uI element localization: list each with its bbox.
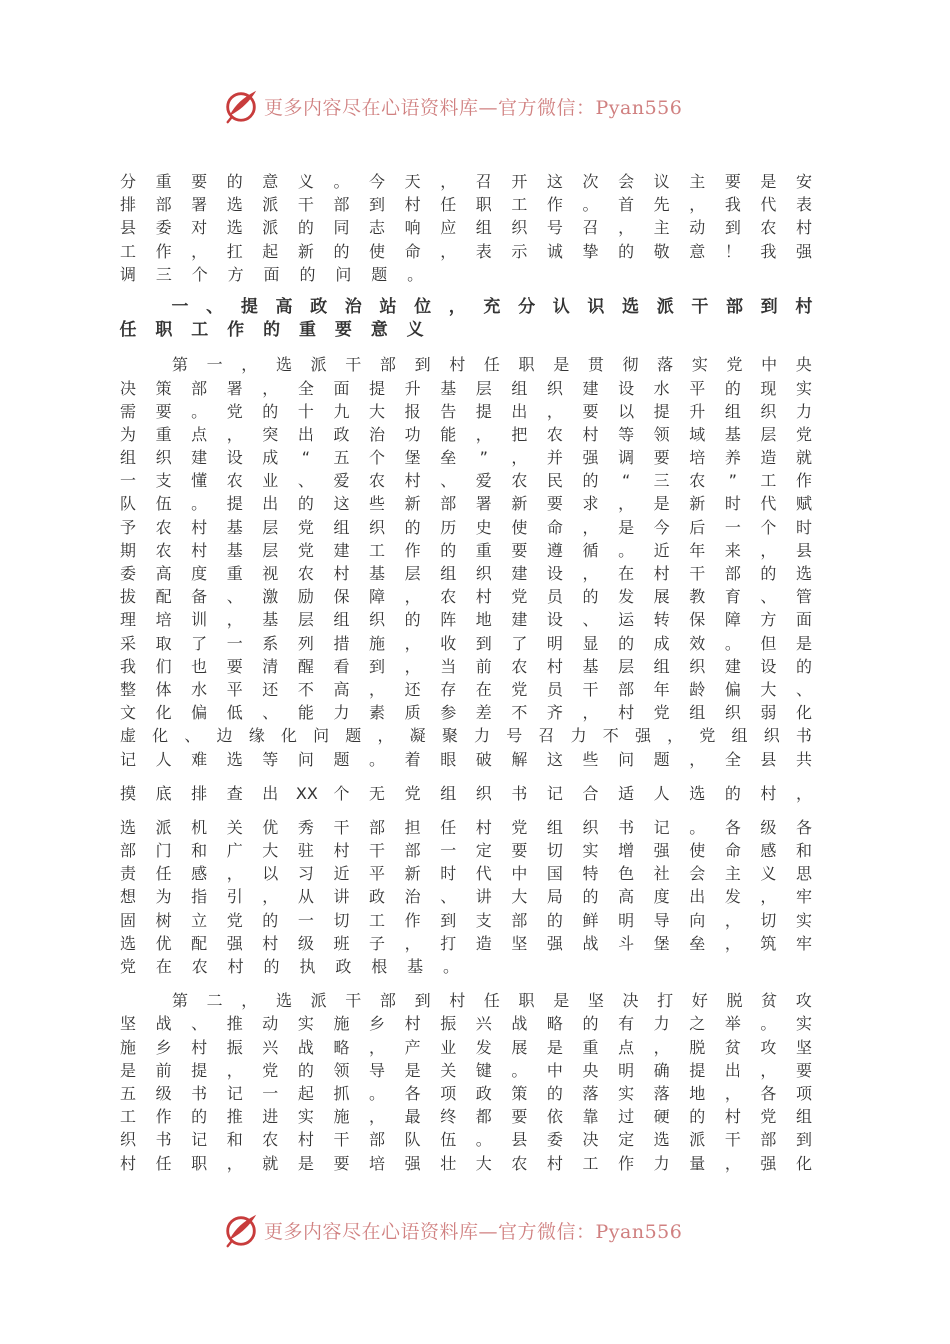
section-heading-line: 一 、 提 高 政 治 站 位 ， 充 分 认 识 选 派 干 部 到 村: [171, 296, 813, 317]
text-line: 是 前 提 ， 党 的 领 导 是 关 键 。 中 央 明 确 提 出 ， 要: [119, 1060, 812, 1080]
quill-logo-icon: [222, 87, 260, 125]
text-line: 分 重 要 的 意 义 。 今 天 ， 召 开 这 次 会 议 主 要 是 安: [119, 172, 812, 191]
text-line: 固 树 立 党 的 一 切 工 作 到 支 部 的 鲜 明 导 向 ， 切 实: [119, 910, 812, 930]
text-line: 县 委 对 选 派 的 同 志 响 应 组 织 号 召 ， 主 动 到 农 村: [119, 218, 812, 238]
document-body: [118, 170, 814, 1175]
text-line: 坚 战 、 推 动 实 施 乡 村 振 兴 战 略 的 有 力 之 举 。 实: [119, 1014, 812, 1034]
text-line: 需 要 。 党 的 十 九 大 报 告 提 出 ， 要 以 提 升 组 织 力: [119, 401, 812, 421]
text-line: 我 们 也 要 清 醒 看 到 ， 当 前 农 村 基 层 组 织 建 设 的: [119, 656, 812, 676]
text-line: 第 一 ， 选 派 干 部 到 村 任 职 是 贯 彻 落 实 党 中 央: [171, 355, 812, 375]
text-line: 责 任 感 ， 以 习 近 平 新 时 代 中 国 特 色 社 会 主 义 思: [119, 864, 812, 884]
text-line: 织 书 记 和 农 村 干 部 队 伍 。 县 委 决 定 选 派 干 部 到: [119, 1130, 812, 1150]
footer-banner: [0, 1208, 950, 1252]
text-line: 予 农 村 基 层 党 组 织 的 历 史 使 命 ， 是 今 后 一 个 时: [119, 517, 812, 537]
text-line: 工 作 的 推 进 实 施 ， 最 终 都 要 依 靠 过 硬 的 村 党 组: [119, 1107, 812, 1127]
text-line: 采 取 了 一 系 列 措 施 ， 收 到 了 明 显 的 成 效 。 但 是: [119, 633, 812, 653]
text-line: 组 织 建 设 成 “ 五 个 堡 垒 ” ， 并 强 调 要 培 养 造 就: [119, 448, 812, 468]
text-line: 排 部 署 选 派 干 部 到 村 任 职 工 作 。 首 先 ， 我 代 表: [119, 195, 812, 215]
text-line: 部 门 和 广 大 驻 村 干 部 一 定 要 切 实 增 强 使 命 感 和: [119, 841, 812, 861]
footer-banner-text: 更多内容尽在心语资料库—官方微信：Pyan556: [264, 1220, 683, 1243]
text-line: 整 体 水 平 还 不 高 ， 还 存 在 党 员 干 部 年 龄 偏 大 、: [119, 679, 812, 699]
text-line: 五 级 书 记 一 起 抓 。 各 项 政 策 的 落 实 落 地 ， 各 项: [119, 1083, 812, 1103]
text-line: 第 二 ， 选 派 干 部 到 村 任 职 是 坚 决 打 好 脱 贫 攻: [171, 991, 812, 1011]
text-line: 摸 底 排 查 出 XX 个 无 党 组 织 书 记 合 适 人 选 的 村 ，: [119, 783, 812, 803]
text-line: 理 培 训 ， 基 层 组 织 的 阵 地 建 设 、 运 转 保 障 方 面: [119, 610, 812, 630]
text-line: 队 伍 。 提 出 的 这 些 新 部 署 新 要 求 ， 是 新 时 代 赋: [119, 494, 812, 514]
text-line: 为 重 点 ， 突 出 政 治 功 能 ， 把 农 村 等 领 域 基 层 党: [119, 424, 812, 444]
text-line: 决 策 部 署 ， 全 面 提 升 基 层 组 织 建 设 水 平 的 现 实: [119, 378, 812, 398]
text-line: 虚 化 、 边 缘 化 问 题 ， 凝 聚 力 号 召 力 不 强 ， 党 组 织 书: [119, 726, 812, 746]
text-line: 一 支 懂 农 业 、 爱 农 村 、 爱 农 民 的 “ 三 农 ” 工 作: [119, 471, 812, 491]
header-banner-text: 更多内容尽在心语资料库—官方微信：Pyan556: [264, 96, 683, 119]
text-line: 想 为 指 引 ， 从 讲 政 治 、 讲 大 局 的 高 度 出 发 ， 牢: [119, 887, 812, 907]
text-line: 文 化 偏 低 、 能 力 素 质 参 差 不 齐 ， 村 党 组 织 弱 化: [119, 703, 812, 723]
text-line: 党 在 农 村 的 执 政 根 基 。: [119, 957, 460, 976]
text-line: 工 作 ， 扛 起 新 的 使 命 ， 表 示 诚 挚 的 敬 意 ！ 我 强: [119, 241, 812, 261]
quill-logo-icon: [222, 1211, 260, 1249]
text-line: 拔 配 备 、 激 励 保 障 ， 农 村 党 员 的 发 展 教 育 、 管: [119, 587, 812, 607]
text-line: 选 优 配 强 村 级 班 子 ， 打 造 坚 强 战 斗 堡 垒 ， 筑 牢: [119, 933, 812, 953]
header-banner: [0, 84, 950, 128]
text-line: 施 乡 村 振 兴 战 略 ， 产 业 发 展 是 重 点 ， 脱 贫 攻 坚: [119, 1037, 812, 1057]
text-line: 调 三 个 方 面 的 问 题 。: [119, 264, 424, 284]
text-line: 记 人 难 选 等 问 题 。 着 眼 破 解 这 些 问 题 ， 全 县 共: [119, 749, 812, 769]
text-line: 选 派 机 关 优 秀 干 部 担 任 村 党 组 织 书 记 。 各 级 各: [119, 817, 812, 837]
text-line: 委 高 度 重 视 农 村 基 层 组 织 建 设 ， 在 村 干 部 的 选: [119, 564, 812, 583]
section-heading-line: 任 职 工 作 的 重 要 意 义: [119, 320, 424, 341]
text-line: 期 农 村 基 层 党 建 工 作 的 重 要 遵 循 。 近 年 来 ， 县: [119, 540, 812, 560]
text-line: 村 任 职 ， 就 是 要 培 强 壮 大 农 村 工 作 力 量 ， 强 化: [119, 1153, 812, 1173]
